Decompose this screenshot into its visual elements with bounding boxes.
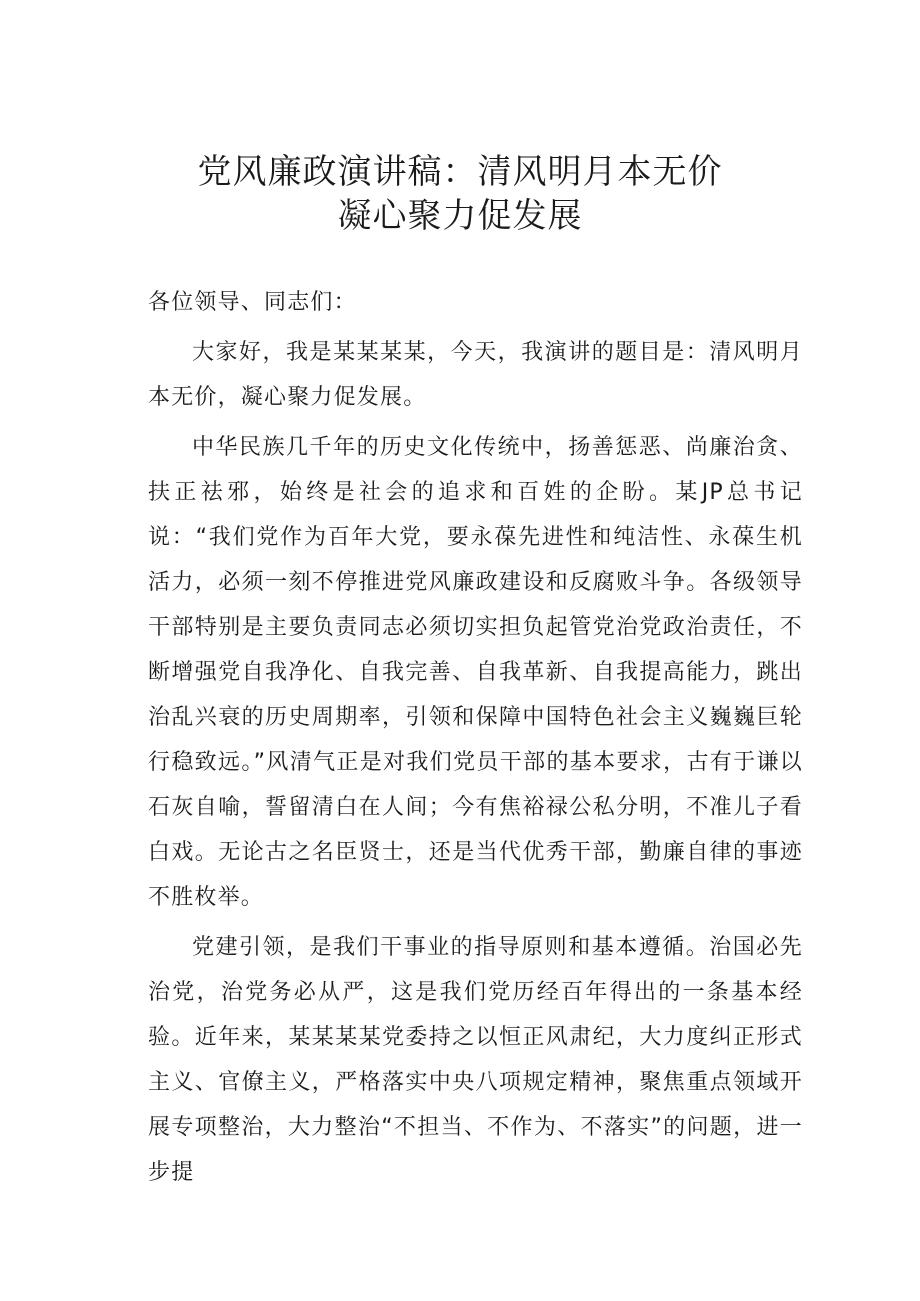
title-line-2: 凝心聚力促发展 <box>337 196 583 236</box>
document-body <box>148 280 803 1200</box>
document-title <box>100 150 820 238</box>
paragraph-2: 中华民族几千年的历史文化传统中，扬善惩恶、尚廉治贪、扶正祛邪，始终是社会的追求和百姓的企盼。某JP总书记说：“我们党作为百年大党，要永葆先进性和纯洁性、永葆生机活力，必须一刻不停推进党风廉政建设和反腐败斗争。各级领导干部特别是主要负责同志必须切实担负起管党治党政治责任，不断增强党自我净化、自我完善、自我革新、自我提高能力，跳出治乱兴衰的历史周期率，引领和保障中国特色社会主义巍巍巨轮行稳致远。”风清气正是对我们党员干部的基本要求，古有于谦以石灰自喻，誓留清白在人间；今有焦裕禄公私分明，不准儿子看白戏。无论古之名臣贤士，还是当代优秀干部，勤廉自律的事迹不胜枚举。 <box>148 435 803 910</box>
paragraph-1: 大家好，我是某某某某，今天，我演讲的题目是：清风明月本无价，凝心聚力促发展。 <box>148 340 803 410</box>
salutation: 各位领导、同志们： <box>148 290 357 315</box>
paragraph-3: 党建引领，是我们干事业的指导原则和基本遵循。治国必先治党，治党务必从严，这是我们党历经百年得出的一条基本经验。近年来，某某某某党委持之以恒正风肃纪，大力度纠正形式主义、官僚主义，严格落实中央八项规定精神，聚焦重点领域开展专项整治，大力整治“不担当、不作为、不落实”的问题，进一步提 <box>148 935 803 1185</box>
title-line-1: 党风廉政演讲稿：清风明月本无价 <box>197 152 723 192</box>
